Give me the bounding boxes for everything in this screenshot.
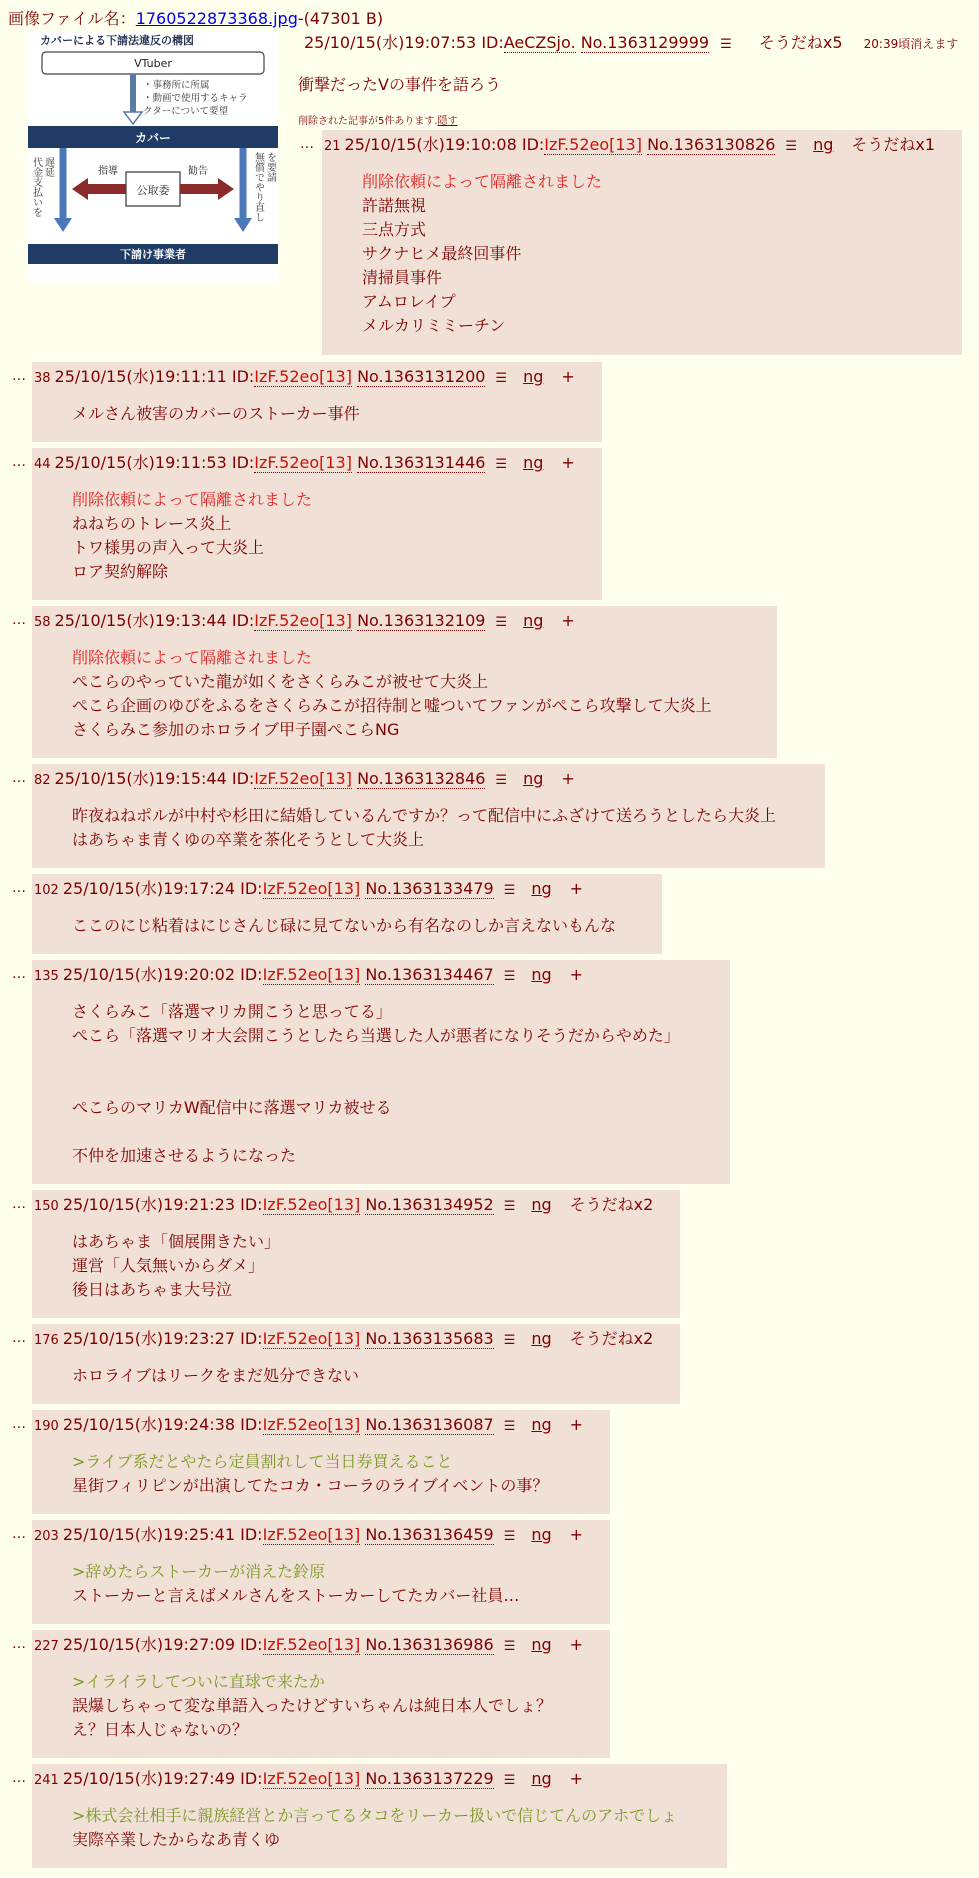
file-label: 画像ファイル名：: [8, 9, 136, 28]
reply-id[interactable]: IzF.52eo[13]: [254, 367, 352, 386]
reply-index: 58: [34, 615, 51, 630]
reply-id[interactable]: IzF.52eo[13]: [544, 135, 642, 154]
reply-header: [34, 768, 575, 792]
quote-line: >イライラしてついに直球で来たか: [72, 1672, 325, 1691]
thumb-cover: カバー: [134, 131, 172, 145]
reply-dots-icon[interactable]: …: [12, 1770, 26, 1786]
sodane-button[interactable]: そうだねx2: [569, 1329, 654, 1348]
reply-id-label: ID:: [231, 367, 255, 386]
reply-id[interactable]: IzF.52eo[13]: [262, 1195, 361, 1214]
body-line: ぺこらのマリカW配信中に落選マリカ被せる: [72, 1098, 392, 1117]
sodane-plus-button[interactable]: +: [561, 611, 575, 630]
reply-index: 241: [34, 1773, 59, 1788]
reply-date: 25/10/15(水)19:27:09: [62, 1635, 236, 1654]
sodane-plus-button[interactable]: +: [569, 1769, 584, 1788]
body-line: [72, 1048, 680, 1072]
body-line: ロア契約解除: [72, 562, 169, 581]
reply-index: 190: [34, 1419, 59, 1434]
reply-post-number[interactable]: No.1363131200: [357, 367, 486, 386]
reply-post: [32, 764, 825, 868]
reply-id[interactable]: IzF.52eo[13]: [262, 1525, 361, 1544]
body-line: アムロレイプ: [362, 292, 456, 311]
sodane-plus-button[interactable]: +: [569, 879, 584, 898]
menu-icon[interactable]: ☰: [495, 371, 508, 386]
thumb-kankoku: 勧告: [188, 166, 208, 177]
reply-date: 25/10/15(水)19:17:24: [62, 879, 236, 898]
menu-icon[interactable]: ☰: [503, 969, 516, 984]
thread-image-graphic: [28, 32, 278, 282]
reply-body: [362, 170, 602, 338]
ng-link[interactable]: ng: [531, 1525, 552, 1544]
reply-post-number[interactable]: No.1363135683: [365, 1329, 494, 1348]
reply-id-label: ID:: [240, 1525, 263, 1544]
reply-post: [32, 1630, 610, 1758]
sodane-plus-button[interactable]: +: [561, 367, 575, 386]
body-line: メルカリミミーチン: [362, 316, 506, 335]
reply-header: [324, 134, 935, 158]
reply-body: [72, 1230, 280, 1302]
reply-post-number[interactable]: No.1363134952: [365, 1195, 494, 1214]
body-line: 三点方式: [362, 220, 427, 239]
body-line: 後日はあちゃま大号泣: [72, 1280, 233, 1299]
reply-post-number[interactable]: No.1363137229: [365, 1769, 494, 1788]
op-header: [304, 32, 958, 56]
body-line: トワ様男の声入って大炎上: [72, 538, 265, 557]
reply-post: [32, 874, 662, 954]
thumb-left-2: 遅延: [42, 157, 54, 177]
reply-index: 82: [34, 773, 51, 788]
reply-dots-icon[interactable]: …: [12, 612, 26, 628]
reply-id[interactable]: IzF.52eo[13]: [262, 1415, 361, 1434]
reply-body: [72, 402, 360, 426]
body-line: 星街フィリピンが出演してたコカ・コーラのライブイベントの事？: [72, 1476, 549, 1495]
reply-date: 25/10/15(水)19:15:44: [54, 769, 227, 788]
reply-index: 44: [34, 457, 51, 472]
op-expire-time: 20:39頃消えます: [863, 37, 959, 51]
menu-icon[interactable]: ☰: [503, 1639, 516, 1654]
body-line: 不仲を加速させるようになった: [72, 1146, 297, 1165]
menu-icon[interactable]: ☰: [720, 37, 732, 52]
body-line: サクナヒメ最終回事件: [362, 244, 522, 263]
reply-id[interactable]: IzF.52eo[13]: [254, 769, 352, 788]
reply-id[interactable]: IzF.52eo[13]: [262, 1635, 361, 1654]
quote-line: >株式会社相手に親族経営とか言ってるタコをリーカー扱いで信じてんのアホでしょ: [72, 1806, 678, 1825]
reply-post-number[interactable]: No.1363134467: [365, 965, 494, 984]
reply-post: [32, 960, 730, 1184]
reply-id-label: ID:: [240, 1415, 263, 1434]
thumb-vtuber: VTuber: [134, 57, 172, 70]
reply-body: [72, 914, 616, 938]
sodane-plus-button[interactable]: +: [561, 769, 575, 788]
sodane-button[interactable]: そうだねx2: [569, 1195, 654, 1214]
reply-header: [34, 1524, 583, 1548]
body-line: [72, 1072, 680, 1096]
op-post-number[interactable]: No.1363129999: [580, 33, 710, 52]
body-line: 誤爆しちゃって変な単語入ったけどすいちゃんは純日本人でしょ？: [72, 1696, 553, 1715]
menu-icon[interactable]: ☰: [503, 1773, 516, 1788]
thumb-ftc: 公取委: [136, 184, 170, 197]
reply-index: 176: [34, 1333, 59, 1348]
menu-icon[interactable]: ☰: [503, 883, 516, 898]
reply-post-number[interactable]: No.1363136986: [365, 1635, 494, 1654]
reply-header: [34, 878, 583, 902]
reply-id[interactable]: IzF.52eo[13]: [254, 611, 352, 630]
thumb-right-1: 無償でやり直し: [252, 152, 264, 222]
ng-link[interactable]: ng: [523, 453, 544, 472]
op-date: 25/10/15(水)19:07:53: [304, 33, 477, 52]
reply-date: 25/10/15(水)19:23:27: [62, 1329, 236, 1348]
thumb-title: カバーによる下請法違反の構図: [40, 34, 194, 47]
op-sodane-button[interactable]: そうだねx5: [758, 33, 843, 52]
deleted-note: [298, 112, 458, 127]
reply-post: [32, 362, 602, 442]
menu-icon[interactable]: ☰: [495, 457, 508, 472]
reply-post: [32, 606, 777, 758]
file-info: [8, 8, 383, 30]
reply-header: [34, 1634, 583, 1658]
sodane-plus-button[interactable]: +: [569, 1415, 584, 1434]
reply-dots-icon[interactable]: …: [300, 136, 314, 152]
reply-header: [34, 964, 583, 988]
reply-header: [34, 1328, 653, 1352]
reply-post: [32, 448, 602, 600]
reply-date: 25/10/15(水)19:25:41: [62, 1525, 236, 1544]
body-line: ここのにじ粘着はにじさんじ碌に見てないから有名なのしか言えないもんな: [72, 916, 617, 935]
reply-body: [72, 1450, 548, 1498]
reply-dots-icon[interactable]: …: [12, 454, 26, 470]
reply-header: [34, 1194, 653, 1218]
reply-date: 25/10/15(水)19:27:49: [62, 1769, 236, 1788]
reply-header: [34, 366, 575, 390]
reply-id-label: ID:: [240, 1195, 263, 1214]
reply-post: [32, 1190, 680, 1318]
ng-link[interactable]: ng: [531, 1329, 552, 1348]
body-line: え？日本人じゃないの？: [72, 1720, 249, 1739]
reply-date: 25/10/15(水)19:13:44: [54, 611, 227, 630]
ng-link[interactable]: ng: [531, 965, 552, 984]
body-line: ストーカーと言えばメルさんをストーカーしてたカバー社員…: [72, 1586, 520, 1605]
body-line: ホロライブはリークをまだ処分できない: [72, 1366, 360, 1385]
quote-line: >ライブ系だとやたら定員割れして当日券買えること: [72, 1452, 453, 1471]
reply-id-label: ID:: [240, 965, 263, 984]
reply-dots-icon[interactable]: …: [12, 1330, 26, 1346]
reply-post: [322, 130, 962, 355]
reply-id[interactable]: IzF.52eo[13]: [254, 453, 352, 472]
ng-link[interactable]: ng: [531, 879, 552, 898]
hide-deleted-link[interactable]: 隠す: [437, 116, 458, 127]
ng-link[interactable]: ng: [531, 1195, 552, 1214]
body-line: 清掃員事件: [362, 268, 443, 287]
menu-icon[interactable]: ☰: [495, 773, 508, 788]
reply-index: 203: [34, 1529, 59, 1544]
body-line: ぺこらのやっていた龍が如くをさくらみこが被せて大炎上: [72, 672, 489, 691]
reply-body: [72, 1670, 552, 1742]
menu-icon[interactable]: ☰: [785, 139, 798, 154]
deleted-notice-line: 削除依頼によって隔離されました: [72, 648, 313, 667]
ng-link[interactable]: ng: [531, 1415, 552, 1434]
sodane-plus-button[interactable]: +: [569, 1525, 584, 1544]
reply-index: 102: [34, 883, 59, 898]
body-line: ねねちのトレース炎上: [72, 514, 232, 533]
menu-icon[interactable]: ☰: [503, 1419, 516, 1434]
reply-post-number[interactable]: No.1363136087: [365, 1415, 494, 1434]
body-line: はあちゃま「個展開きたい」: [72, 1232, 281, 1251]
reply-date: 25/10/15(水)19:24:38: [62, 1415, 236, 1434]
ng-link[interactable]: ng: [813, 135, 834, 154]
reply-id-label: ID:: [240, 1769, 263, 1788]
reply-header: [34, 610, 575, 634]
op-id[interactable]: AeCZSjo.: [503, 33, 576, 52]
reply-id-label: ID:: [521, 135, 545, 154]
reply-id-label: ID:: [240, 879, 263, 898]
reply-id[interactable]: IzF.52eo[13]: [262, 879, 361, 898]
thumb-shido: 指導: [98, 166, 118, 177]
reply-post-number[interactable]: No.1363131446: [357, 453, 486, 472]
thumb-note-2: ・動画で使用するキャラ: [143, 93, 248, 104]
reply-dots-icon[interactable]: …: [12, 966, 26, 982]
reply-post-number[interactable]: No.1363136459: [365, 1525, 494, 1544]
ng-link[interactable]: ng: [531, 1769, 552, 1788]
body-line: ぺこら「落選マリオ大会開こうとしたら当選した人が悪者になりそうだからやめた」: [72, 1026, 680, 1045]
reply-id[interactable]: IzF.52eo[13]: [262, 1769, 361, 1788]
body-line: 許諾無視: [362, 196, 427, 215]
reply-post-number[interactable]: No.1363132846: [357, 769, 486, 788]
body-line: [72, 1120, 680, 1144]
deleted-note-text: 削除された記事が5件あります.: [298, 116, 438, 127]
reply-id-label: ID:: [231, 611, 255, 630]
reply-dots-icon[interactable]: …: [12, 880, 26, 896]
reply-header: [34, 452, 575, 476]
reply-id-label: ID:: [231, 769, 255, 788]
op-id-label: ID:: [481, 33, 504, 52]
thumb-subcontractor: 下請け事業者: [120, 248, 186, 261]
reply-index: 227: [34, 1639, 59, 1654]
menu-icon[interactable]: ☰: [503, 1529, 516, 1544]
file-name-link[interactable]: 1760522873368.jpg: [135, 9, 298, 28]
reply-id-label: ID:: [231, 453, 255, 472]
reply-dots-icon[interactable]: …: [12, 368, 26, 384]
reply-dots-icon[interactable]: …: [12, 770, 26, 786]
reply-post-number[interactable]: No.1363132109: [357, 611, 486, 630]
reply-post-number[interactable]: No.1363133479: [365, 879, 494, 898]
menu-icon[interactable]: ☰: [503, 1199, 516, 1214]
body-line: さくらみこ参加のホロライブ甲子園ぺこらNG: [72, 720, 400, 739]
reply-header: [34, 1768, 583, 1792]
body-line: さくらみこ「落選マリカ開こうと思ってる」: [72, 1002, 392, 1021]
sodane-plus-button[interactable]: +: [569, 965, 584, 984]
thumb-left-1: 代金支払いを: [30, 157, 42, 217]
thread-image[interactable]: [28, 32, 278, 282]
reply-post-number[interactable]: No.1363130826: [647, 135, 776, 154]
ng-link[interactable]: ng: [523, 611, 544, 630]
reply-body: [72, 488, 312, 584]
sodane-plus-button[interactable]: +: [569, 1635, 584, 1654]
reply-body: [72, 1000, 680, 1168]
menu-icon[interactable]: ☰: [503, 1333, 516, 1348]
body-line: はあちゃま青くゆの卒業を茶化そうとして大炎上: [72, 830, 425, 849]
reply-date: 25/10/15(水)19:11:11: [54, 367, 227, 386]
reply-post: [32, 1410, 610, 1514]
body-line: ぺこら企画のゆびをふるをさくらみこが招待制と嘘ついてファンがぺこら攻撃して大炎上: [72, 696, 712, 715]
body-line: メルさん被害のカバーのストーカー事件: [72, 404, 360, 423]
body-line: 昨夜ねねポルが中村や杉田に結婚しているんですか？って配信中にふざけて送ろうとしたら大炎上: [72, 806, 777, 825]
reply-id[interactable]: IzF.52eo[13]: [262, 965, 361, 984]
reply-date: 25/10/15(水)19:11:53: [54, 453, 227, 472]
thumb-right-2: を要請: [264, 152, 276, 182]
deleted-notice-line: 削除依頼によって隔離されました: [362, 172, 603, 191]
reply-dots-icon[interactable]: …: [12, 1196, 26, 1212]
reply-date: 25/10/15(水)19:20:02: [62, 965, 236, 984]
reply-post: [32, 1520, 610, 1624]
reply-body: [72, 646, 712, 742]
reply-index: 21: [324, 139, 341, 154]
reply-index: 38: [34, 371, 51, 386]
reply-dots-icon[interactable]: …: [12, 1526, 26, 1542]
thumb-note-3: クターについて要望: [143, 106, 229, 117]
reply-date: 25/10/15(水)19:10:08: [344, 135, 517, 154]
reply-body: [72, 1364, 359, 1388]
ng-link[interactable]: ng: [523, 769, 544, 788]
reply-date: 25/10/15(水)19:21:23: [62, 1195, 236, 1214]
reply-body: [72, 1804, 677, 1852]
reply-id[interactable]: IzF.52eo[13]: [262, 1329, 361, 1348]
reply-body: [72, 1560, 519, 1608]
body-line: 実際卒業したからなあ青くゆ: [72, 1830, 281, 1849]
file-size: -(47301 B): [297, 9, 384, 28]
op-body: 衝撃だったVの事件を語ろう: [298, 75, 501, 94]
reply-post: [32, 1324, 680, 1404]
ng-link[interactable]: ng: [523, 367, 544, 386]
reply-id-label: ID:: [240, 1329, 263, 1348]
reply-header: [34, 1414, 583, 1438]
ng-link[interactable]: ng: [531, 1635, 552, 1654]
sodane-plus-button[interactable]: +: [561, 453, 575, 472]
reply-dots-icon[interactable]: …: [12, 1416, 26, 1432]
reply-body: [72, 804, 776, 852]
quote-line: >辞めたらストーカーが消えた鈴原: [72, 1562, 326, 1581]
reply-post: [32, 1764, 727, 1868]
reply-id-label: ID:: [240, 1635, 263, 1654]
reply-dots-icon[interactable]: …: [12, 1636, 26, 1652]
deleted-notice-line: 削除依頼によって隔離されました: [72, 490, 313, 509]
thumb-note-1: ・事務所に所属: [143, 80, 210, 91]
reply-index: 135: [34, 969, 59, 984]
sodane-button[interactable]: そうだねx1: [851, 135, 936, 154]
body-line: 運営「人気無いからダメ」: [72, 1256, 265, 1275]
reply-index: 150: [34, 1199, 59, 1214]
menu-icon[interactable]: ☰: [495, 615, 508, 630]
